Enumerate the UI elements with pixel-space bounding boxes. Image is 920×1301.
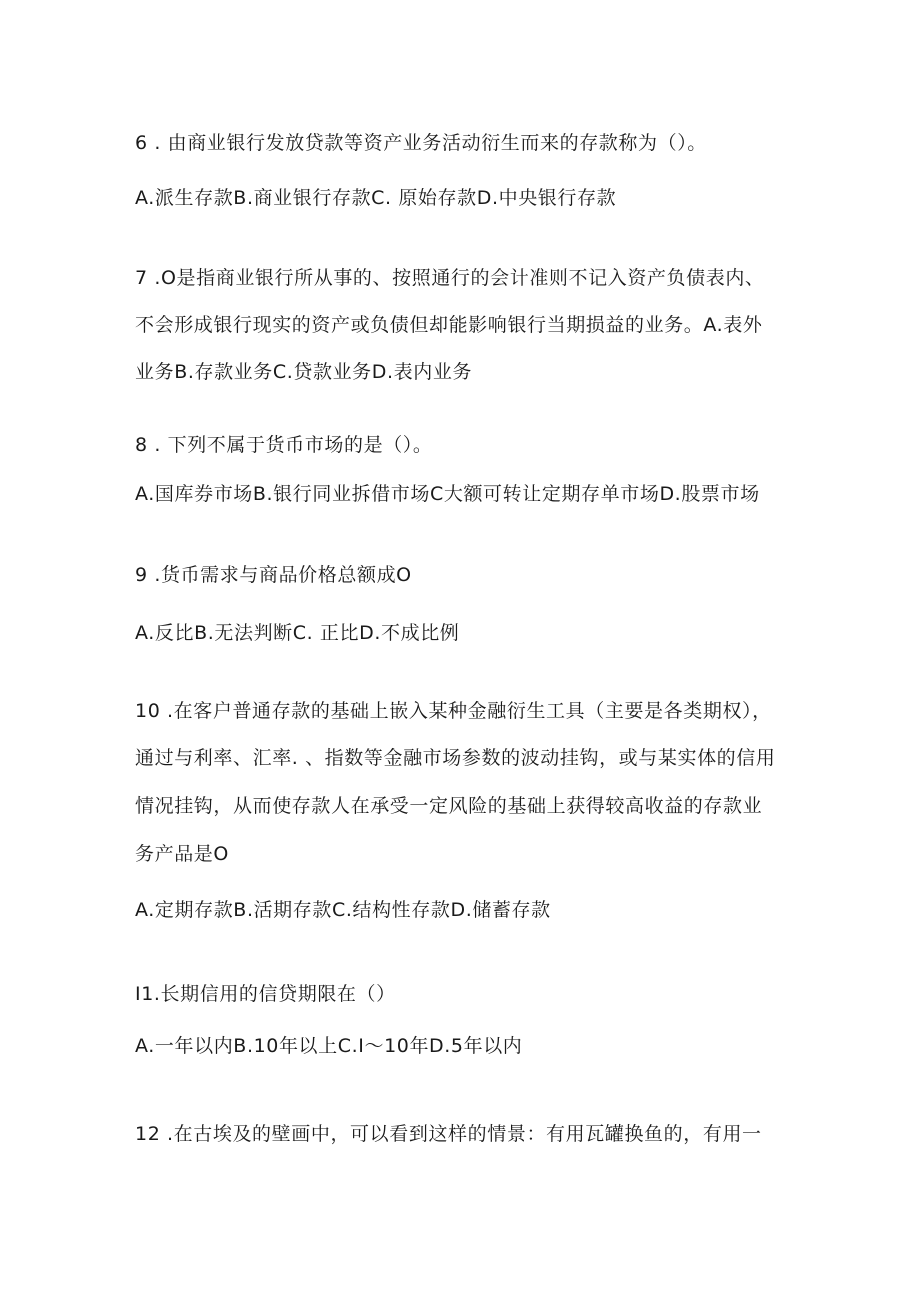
question-10-options: A.定期存款B.活期存款C.结构性存款D.储蓄存款 — [135, 899, 551, 921]
question-7-stem-line-2: 不会形成银行现实的资产或负债但却能影响银行当期损益的业务。A.表外 — [135, 314, 763, 336]
question-11-options: A.一年以内B.10年以上C.I～10年D.5年以内 — [135, 1035, 523, 1057]
question-10-stem-line-2: 通过与利率、汇率. 、指数等金融市场参数的波动挂钩，或与某实体的信用 — [135, 747, 776, 769]
question-7-stem-line-1: 7 .O是指商业银行所从事的、按照通行的会计准则不记入资产负债表内、 — [135, 267, 765, 289]
question-11-stem: I1.长期信用的信贷期限在（） — [135, 983, 396, 1005]
question-6-options: A.派生存款B.商业银行存款C. 原始存款D.中央银行存款 — [135, 187, 617, 209]
question-7-stem-line-3: 业务B.存款业务C.贷款业务D.表内业务 — [135, 361, 473, 383]
question-10-stem-line-4: 务产品是O — [135, 843, 229, 865]
question-10-stem-line-1: 10 .在客户普通存款的基础上嵌入某种金融衍生工具（主要是各类期权）， — [135, 700, 772, 722]
question-9-options: A.反比B.无法判断C. 正比D.不成比例 — [135, 622, 460, 644]
question-10-stem-line-3: 情况挂钩，从而使存款人在承受一定风险的基础上获得较高收益的存款业 — [135, 795, 763, 817]
question-6-stem: 6 . 由商业银行发放贷款等资产业务活动衍生而来的存款称为（）。 — [135, 132, 707, 154]
question-9-stem: 9 .货币需求与商品价格总额成O — [135, 564, 412, 586]
question-8-stem: 8 . 下列不属于货币市场的是（）。 — [135, 434, 433, 456]
question-8-options: A.国库券市场B.银行同业拆借市场C大额可转让定期存单市场D.股票市场 — [135, 483, 760, 505]
question-12-stem-line-1: 12 .在古埃及的壁画中，可以看到这样的情景：有用瓦罐换鱼的，有用一 — [135, 1123, 762, 1145]
